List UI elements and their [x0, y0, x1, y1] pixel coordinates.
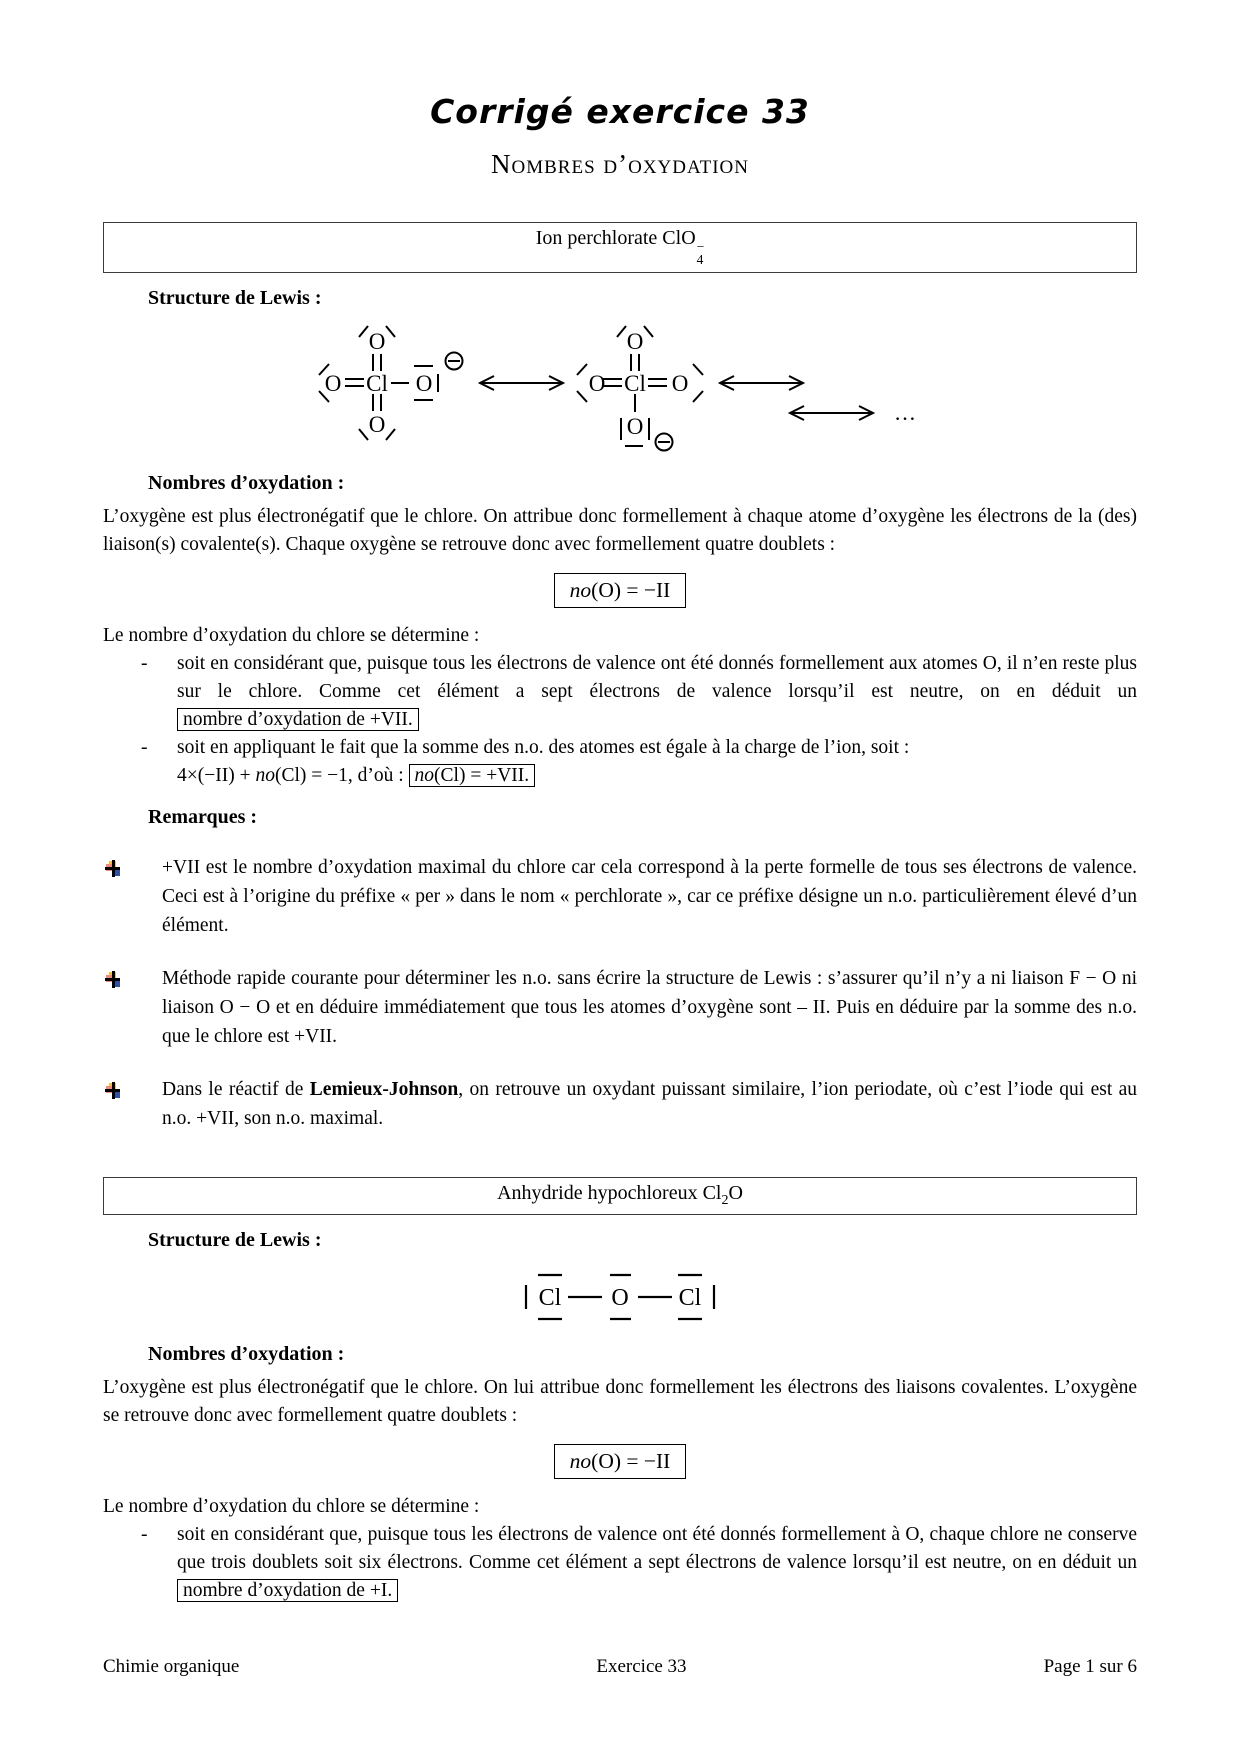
section1-title-text: Ion perchlorate ClO [535, 227, 696, 249]
dash-marker: - [141, 652, 148, 674]
clo4-sub-sup: − 4 [696, 239, 705, 267]
atom-cl-left: Cl [538, 1284, 562, 1311]
page-title: Corrigé exercice 33 [430, 92, 810, 131]
paragraph-oxygen-1: L’oxygène est plus électronégatif que le chlore. On attribue donc formellement à chaque atome d’oxygène les électrons de la (des) liaison(s) covalente(s). Chaque oxygène se retrouve donc avec formellement quatre doublets : [103, 505, 1137, 555]
plus-bullet-icon [105, 1082, 122, 1099]
plus-bullet-icon [105, 860, 122, 877]
formula-no-o-1: no(O) = −II [554, 573, 687, 608]
clo4-lewis-diagram [103, 316, 1137, 466]
atom-o-left-2: O [588, 370, 606, 396]
section-header-cl2o: Anhydride hypochloreux $Cl_2O$ [103, 1177, 1137, 1215]
page-footer [103, 1656, 1137, 1678]
lewis-structure-heading-1: Structure de Lewis : [148, 286, 322, 309]
atom-o-top-1: O [368, 328, 386, 354]
atom-cl-right: Cl [678, 1284, 702, 1311]
oxidation-numbers-heading-2: Nombres d’oxydation : [148, 1342, 345, 1365]
section-header-perchlorate [103, 222, 1137, 273]
list-item: - soit en considérant que, puisque tous les électrons de valence ont été donnés formellement à O, chaque chlore ne conserve que trois doublets soit six électrons. Comme cet élément a sept électrons de valence lorsqu’il est neutre, on en déduit un nombre d’oxydation de +I. [103, 1521, 1137, 1605]
atom-cl-1: Cl [366, 370, 388, 396]
footer-course: Chimie organique [103, 1656, 240, 1677]
atom-o-left-1: O [324, 370, 342, 396]
formula-var: no [569, 1448, 592, 1473]
remark-item: +VII est le nombre d’oxydation maximal du chlore car cela correspond à la perte formelle de tous ses électrons de valence. Ceci est à l’origine du préfixe « per » dans le nom « perchlorate », car ce préfixe désigne un n.o. particulièrement élevé d’un élément. [103, 853, 1137, 940]
dash-marker: - [141, 1523, 148, 1545]
boxed-result-i: nombre d’oxydation de +I. [177, 1579, 398, 1602]
page-subtitle: Nombres d’oxydation [491, 149, 749, 179]
formula-var: no [569, 577, 592, 602]
atom-o-center: O [611, 1284, 629, 1311]
list-item: - soit en considérant que, puisque tous les électrons de valence ont été donnés formellement aux atomes O, il n’en reste plus sur le chlore. Comme cet élément a sept électrons de valence lorsqu’il est neutre, on en déduit un nombre d’oxydation de +VII. [103, 650, 1137, 734]
atom-cl-2: Cl [624, 370, 646, 396]
atom-o-right-2: O [671, 370, 689, 396]
atom-o-bottom-2: O [626, 413, 644, 439]
boxed-result-vii: nombre d’oxydation de +VII. [177, 708, 419, 731]
determine-intro-2: Le nombre d’oxydation du chlore se détermine : [103, 1495, 480, 1517]
atom-o-right-1: O [415, 370, 433, 396]
dash-marker: - [141, 736, 148, 758]
footer-page-number: Page 1 sur 6 [1043, 1656, 1137, 1677]
section2-title-text: Anhydride hypochloreux Cl [497, 1181, 722, 1204]
footer-exercise: Exercice 33 [596, 1656, 687, 1677]
paragraph-oxygen-2: L’oxygène est plus électronégatif que le chlore. On lui attribue donc formellement les électrons des liaisons covalentes. L’oxygène se retrouve donc avec formellement quatre doublets : [103, 1376, 1137, 1426]
plus-bullet-icon [105, 971, 122, 988]
resonance-ellipsis: … [894, 399, 916, 425]
remark-item: Méthode rapide courante pour déterminer les n.o. sans écrire la structure de Lewis : s’assurer qu’il n’y a ni liaison F − O ni liaison O − O et en déduire immédiatement que tous les atomes d’oxygène sont – II. Puis en déduire par la somme des n.o. que le chlore est +VII. [103, 964, 1137, 1051]
determine-intro-1: Le nombre d’oxydation du chlore se détermine : [103, 624, 480, 646]
atom-o-bottom-1: O [368, 411, 386, 437]
remarks-heading: Remarques : [148, 805, 258, 828]
remark-item: Dans le réactif de Lemieux-Johnson, on retrouve un oxydant puissant similaire, l’ion periodate, où c’est l’iode qui est au n.o. +VII, son n.o. maximal. [103, 1075, 1137, 1133]
boxed-no-cl-vii: no(Cl) = +VII. [409, 764, 536, 787]
lewis-structure-heading-2: Structure de Lewis : [148, 1228, 322, 1251]
formula-no-o-2: no(O) = −II [554, 1444, 687, 1479]
cl2o-lewis-diagram [490, 1258, 750, 1332]
list-item: - soit en appliquant le fait que la somme des n.o. des atomes est égale à la charge de l’ion, soit : 4×(−II) + no(Cl) = −1, d’où : no(Cl) = +VII. [103, 734, 1137, 790]
oxidation-numbers-heading-1: Nombres d’oxydation : [148, 471, 345, 494]
atom-o-top-2: O [626, 328, 644, 354]
